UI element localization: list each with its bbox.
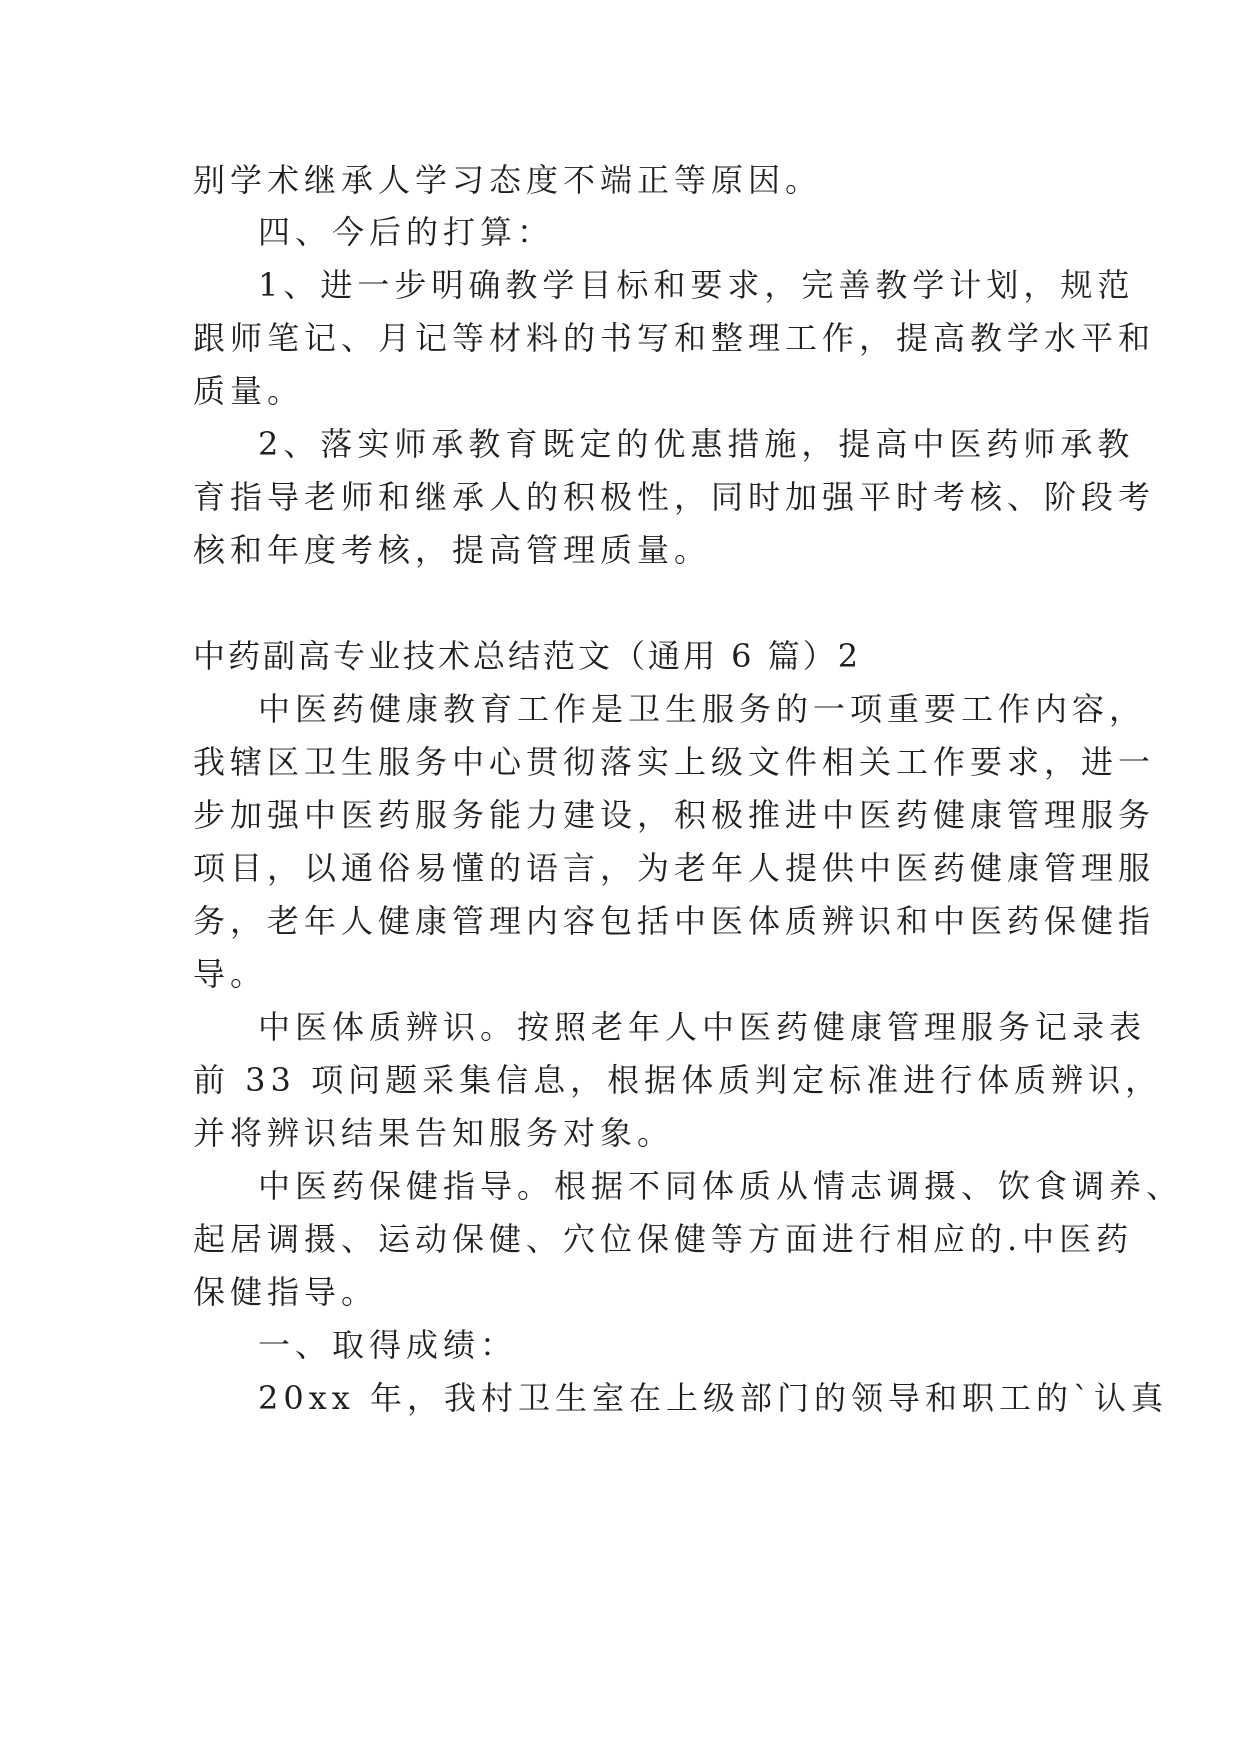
article-title: 中药副高专业技术总结范文（通用 6 篇）2	[193, 637, 862, 675]
paragraph-line: 保健指导。	[193, 1273, 379, 1311]
paragraph-line: 起居调摄、运动保健、穴位保健等方面进行相应的.中医药	[193, 1220, 1134, 1258]
paragraph-line: 务，老年人健康管理内容包括中医体质辨识和中医药保健指	[193, 902, 1156, 940]
section-heading: 四、今后的打算：	[258, 213, 555, 251]
text-line: 育指导老师和继承人的积极性，同时加强平时考核、阶段考	[193, 478, 1156, 516]
text-line: 别学术继承人学习态度不端正等原因。	[193, 161, 823, 199]
paragraph-line: 步加强中医药服务能力建设，积极推进中医药健康管理服务	[193, 796, 1156, 834]
section-heading: 一、取得成绩：	[258, 1326, 518, 1364]
text-line: 跟师笔记、月记等材料的书写和整理工作，提高教学水平和	[193, 319, 1156, 357]
text-line: 核和年度考核，提高管理质量。	[193, 531, 712, 569]
list-item: 2、落实师承教育既定的优惠措施，提高中医药师承教	[258, 425, 1135, 463]
list-item: 1、进一步明确教学目标和要求，完善教学计划，规范	[258, 266, 1135, 304]
paragraph-line: 中医药健康教育工作是卫生服务的一项重要工作内容，	[258, 690, 1147, 728]
paragraph-line: 20xx 年，我村卫生室在上级部门的领导和职工的`认真	[258, 1379, 1168, 1417]
paragraph-line: 前 33 项问题采集信息，根据体质判定标准进行体质辨识，	[193, 1061, 1163, 1099]
text-line: 质量。	[193, 372, 305, 410]
paragraph-line: 我辖区卫生服务中心贯彻落实上级文件相关工作要求，进一	[193, 743, 1156, 781]
paragraph-line: 导。	[193, 955, 268, 993]
paragraph-line: 并将辨识结果告知服务对象。	[193, 1114, 675, 1152]
paragraph-line: 项目，以通俗易懂的语言，为老年人提供中医药健康管理服	[193, 849, 1156, 887]
paragraph-line: 中医体质辨识。按照老年人中医药健康管理服务记录表	[258, 1008, 1147, 1046]
paragraph-line: 中医药保健指导。根据不同体质从情志调摄、饮食调养、	[258, 1167, 1184, 1205]
